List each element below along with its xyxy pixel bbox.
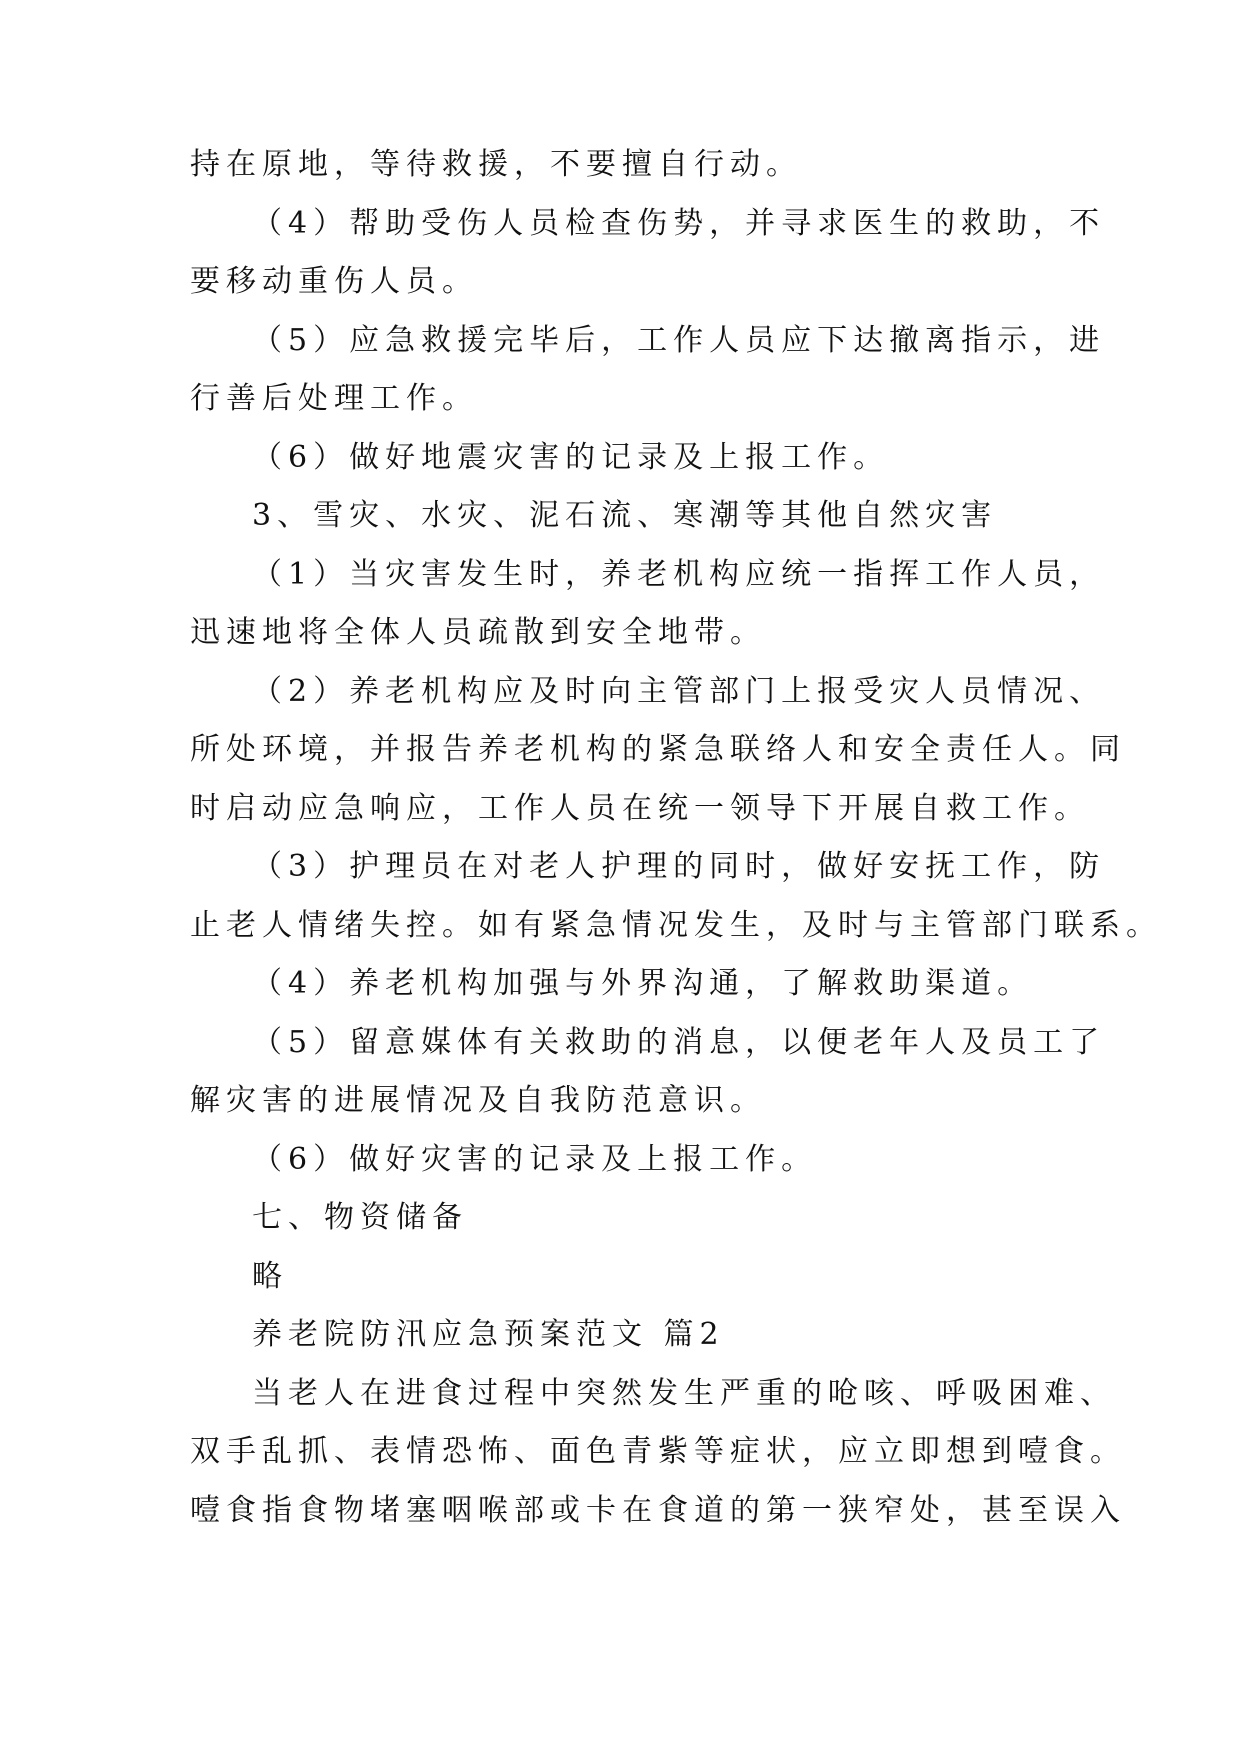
document-body (190, 136, 1162, 1540)
paragraph-line: 解灾害的进展情况及自我防范意识。 (190, 1083, 766, 1118)
paragraph-line: （5）应急救援完毕后，工作人员应下达撤离指示，进 (252, 322, 1106, 358)
paragraph-line: 噎食指食物堵塞咽喉部或卡在食道的第一狭窄处，甚至误入 (190, 1492, 1126, 1528)
section-heading: 3、雪灾、水灾、泥石流、寒潮等其他自然灾害 (252, 498, 998, 533)
paragraph-line: 行善后处理工作。 (190, 381, 478, 416)
paragraph-line: （3）护理员在对老人护理的同时，做好安抚工作，防 (252, 849, 1106, 884)
paragraph-line: （4）帮助受伤人员检查伤势，并寻求医生的救助，不 (252, 205, 1106, 241)
paragraph-line: 要移动重伤人员。 (190, 264, 478, 299)
paragraph-line: （5）留意媒体有关救助的消息，以便老年人及员工了 (252, 1024, 1106, 1060)
section-heading: 七、物资储备 (252, 1200, 468, 1235)
paragraph-line: 止老人情绪失控。如有紧急情况发生，及时与主管部门联系。 (190, 907, 1162, 943)
paragraph-line: （2）养老机构应及时向主管部门上报受灾人员情况、 (252, 673, 1106, 709)
paragraph-line: （4）养老机构加强与外界沟通，了解救助渠道。 (252, 966, 1034, 1001)
paragraph-line: 持在原地，等待救援，不要擅自行动。 (190, 147, 802, 182)
paragraph-line: 时启动应急响应，工作人员在统一领导下开展自救工作。 (190, 790, 1090, 826)
paragraph-line: （6）做好地震灾害的记录及上报工作。 (252, 439, 890, 475)
article-title: 养老院防汛应急预案范文 篇2 (252, 1317, 725, 1352)
paragraph-line: 迅速地将全体人员疏散到安全地带。 (190, 615, 766, 650)
paragraph-line: 当老人在进食过程中突然发生严重的呛咳、呼吸困难、 (252, 1375, 1116, 1411)
paragraph-line: （6）做好灾害的记录及上报工作。 (252, 1141, 818, 1177)
paragraph-line: 所处环境，并报告养老机构的紧急联络人和安全责任人。同 (190, 732, 1126, 767)
paragraph-line: 略 (252, 1258, 288, 1294)
paragraph-line: （1）当灾害发生时，养老机构应统一指挥工作人员， (252, 556, 1106, 592)
paragraph-line: 双手乱抓、表情恐怖、面色青紫等症状，应立即想到噎食。 (190, 1434, 1126, 1469)
